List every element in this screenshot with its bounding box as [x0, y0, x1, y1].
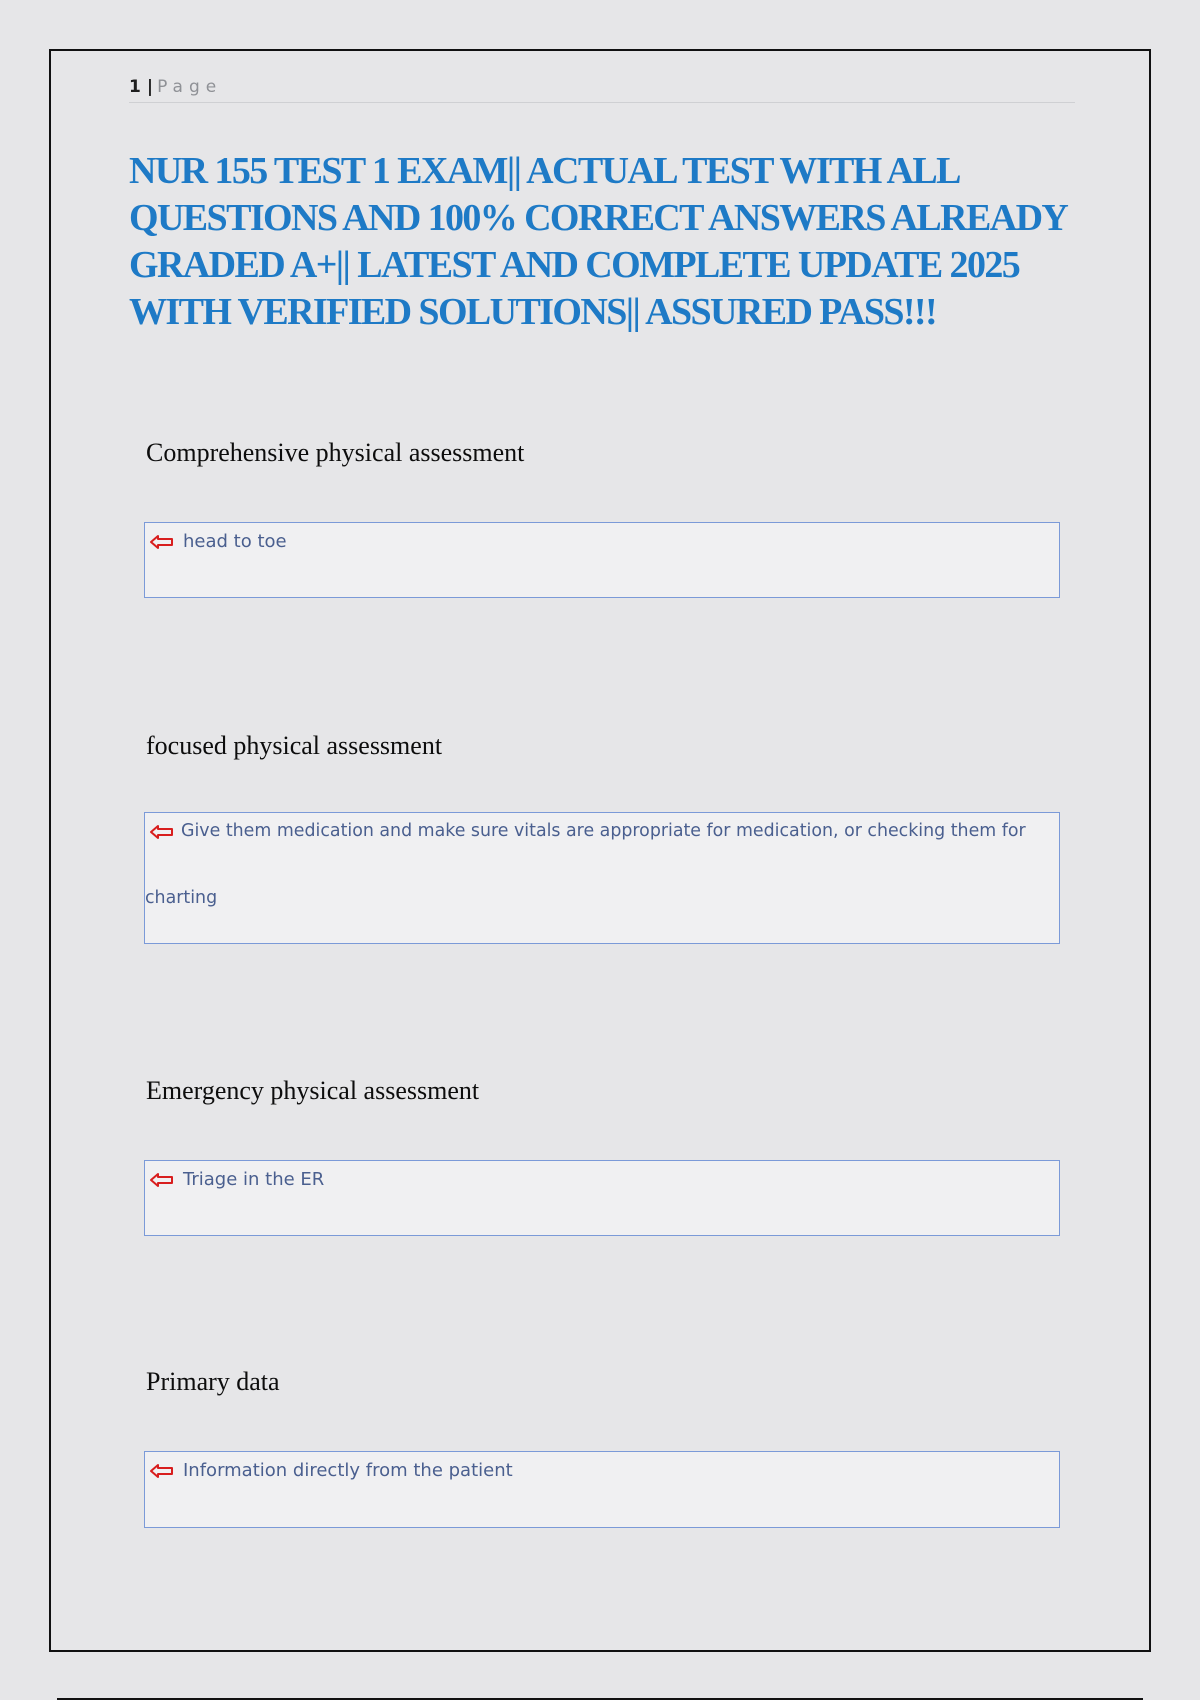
- document-title: NUR 155 TEST 1 EXAM|| ACTUAL TEST WITH ALL QUESTIONS AND 100% CORRECT ANSWERS ALREADY GRADED A+|| LATEST AND COMPLETE UPDATE 2025 WITH VERIFIED SOLUTIONS|| ASSURED PASS!!!: [129, 150, 1066, 333]
- page-header: [129, 74, 1075, 103]
- question-4: Primary data: [146, 1367, 280, 1396]
- question-1: Comprehensive physical assessment: [146, 438, 525, 467]
- red-arrow-icon: [149, 1172, 175, 1188]
- red-arrow-icon: [149, 1463, 175, 1479]
- answer-box-3: [144, 1160, 1060, 1236]
- question-3: Emergency physical assessment: [146, 1076, 480, 1105]
- red-arrow-icon: [149, 534, 175, 550]
- red-arrow-icon: [149, 824, 175, 840]
- answer-box-1: [144, 522, 1060, 598]
- answer-box-4: [144, 1451, 1060, 1528]
- answer-2-line-1: Give them medication and make sure vitals are appropriate for medication, or checking them for: [181, 821, 1026, 841]
- answer-1: head to toe: [183, 531, 287, 552]
- question-2: focused physical assessment: [146, 731, 443, 760]
- answer-3: Triage in the ER: [183, 1169, 325, 1190]
- header-separator: |: [146, 77, 154, 97]
- answer-4: Information directly from the patient: [183, 1460, 513, 1481]
- page-number: 1: [129, 77, 141, 97]
- answer-box-2: [144, 812, 1060, 944]
- page-label: Page: [157, 77, 223, 97]
- answer-2-line-2: charting: [145, 888, 218, 908]
